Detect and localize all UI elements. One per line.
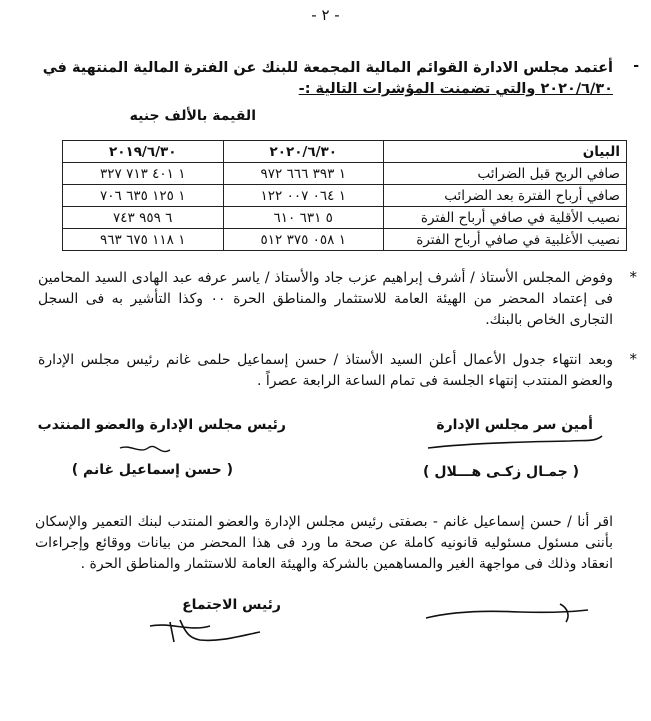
value-2020: ٥ ٦٣١ ٦١٠ [223,207,384,229]
value-2019: ١ ١١٨ ٦٧٥ ٩٦٣ [63,229,224,251]
declaration-signature [420,598,600,632]
header-2020: ٢٠٢٠/٦/٣٠ [223,141,384,163]
value-2020: ١ ٣٩٣ ٦٦٦ ٩٧٢ [223,163,384,185]
secretary-name: ( جمـال زكـى هـــلال ) [423,464,579,480]
meeting-chair-signature [130,612,290,652]
closing-paragraph: وبعد انتهاء جدول الأعمال أعلن السيد الأستاذ / حسن إسماعيل حلمى غانم رئيس مجلس الإدارة والعضو المنتدب إنتهاء الجلسة فى تمام الساعة الرابعة عصراً . [38,352,613,389]
value-2020: ١ ٠٥٨ ٣٧٥ ٥١٢ [223,229,384,251]
bullet-star: * [629,268,637,286]
intro-dash: - [633,58,639,74]
value-2019: ٦ ٩٥٩ ٧٤٣ [63,207,224,229]
table-row [63,207,627,229]
secretary-title: أمين سر مجلس الإدارة [436,417,593,433]
value-2019: ١ ٤٠١ ٧١٣ ٣٢٧ [63,163,224,185]
row-label: نصيب الأقلية في صافي أرباح الفترة [384,207,627,229]
row-label: نصيب الأغلبية في صافي أرباح الفترة [384,229,627,251]
table-header-row [63,141,627,163]
table-row [63,229,627,251]
meeting-chair-label: رئيس الاجتماع [182,597,281,613]
delegation-paragraph: وفوض المجلس الأستاذ / أشرف إبراهيم عزب جاد والأستاذ / ياسر عرفه عبد الهادى السيد المحامين فى إعتماد المحضر من الهيئة العامة للاستثمار والمناطق الحرة ٠٠ وكذا التأشير به فى السجل التجارى الخاص بالبنك. [38,270,614,328]
bullet-star: * [629,350,637,368]
declaration-paragraph: اقر أنا / حسن إسماعيل غانم - بصفتى رئيس مجلس الإدارة والعضو المنتدب لبنك التعمير والإسكان بأننى مسئول مسئوليه قانونيه كاملة عن صحة ما ورد فى هذا المحضر من بيانات ووقائع وإجراءات انعقاد وذلك فى مواجهة الغير والمساهمين بالشركة والهيئة العامة للاستثمار والمناطق الحرة . [35,514,613,572]
header-2019: ٢٠١٩/٦/٣٠ [63,141,224,163]
secretary-signature [420,428,610,458]
header-description: البيان [384,141,627,163]
chairman-signature [110,440,270,464]
row-label: صافي الربح قبل الضرائب [384,163,627,185]
chairman-name: ( حسن إسماعيل غانم ) [71,462,233,478]
row-label: صافي أرباح الفترة بعد الضرائب [384,185,627,207]
chairman-title: رئيس مجلس الإدارة والعضو المنتدب [37,417,286,433]
page-number: - ٢ - [311,6,340,24]
unit-label: القيمة بالألف جنيه [129,108,256,124]
intro-paragraph [38,58,613,100]
intro-line-1: أعتمد مجلس الادارة القوائم المالية المجمعة للبنك عن الفترة المالية المنتهية في [42,60,613,76]
table-row [63,163,627,185]
table-row [63,185,627,207]
intro-line-2: ٢٠٢٠/٦/٣٠ والتي تضمنت المؤشرات التالية :- [298,81,613,97]
value-2020: ١ ٠٦٤ ٠٠٧ ١٢٢ [223,185,384,207]
financial-indicators-table [62,140,627,251]
value-2019: ١ ١٢٥ ٦٣٥ ٧٠٦ [63,185,224,207]
